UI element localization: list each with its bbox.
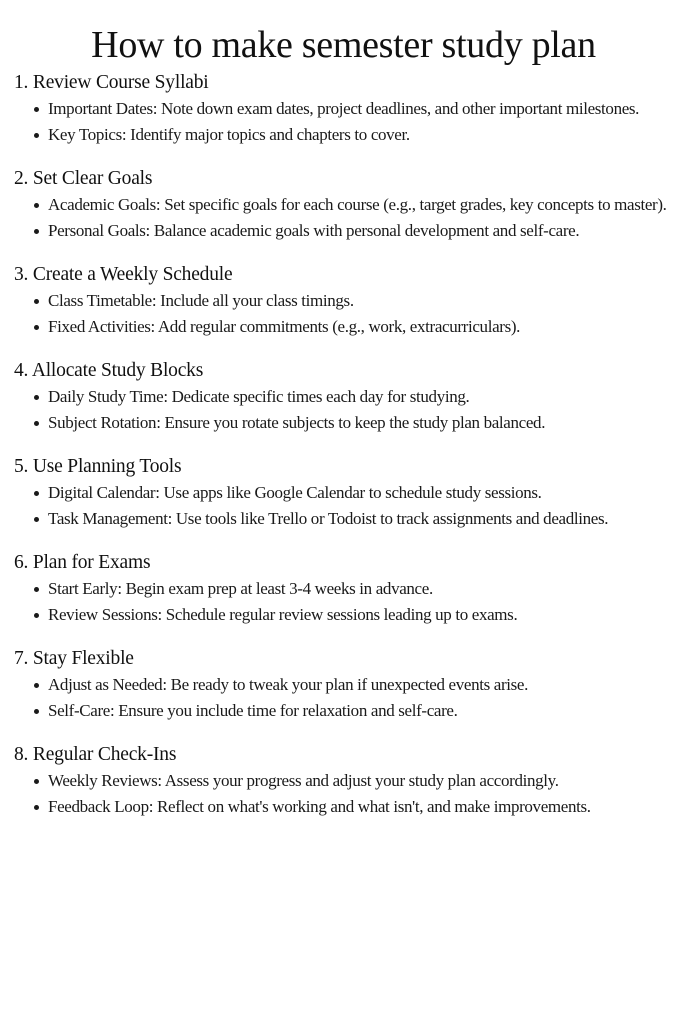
bullet-label: Academic Goals: xyxy=(48,195,161,214)
bullet-list xyxy=(14,288,673,340)
section-2 xyxy=(14,166,673,244)
bullet-dot-icon xyxy=(34,805,39,810)
bullet-dot-icon xyxy=(34,491,39,496)
bullet-list xyxy=(14,192,673,244)
bullet-text: Assess your progress and adjust your study plan accordingly. xyxy=(161,771,559,790)
bullet-list xyxy=(14,96,673,148)
bullet-dot-icon xyxy=(34,107,39,112)
bullet-text: Ensure you rotate subjects to keep the study plan balanced. xyxy=(160,413,546,432)
bullet-item xyxy=(34,314,673,340)
bullet-label: Fixed Activities: xyxy=(48,317,155,336)
bullet-label: Review Sessions: xyxy=(48,605,162,624)
section-heading: 4. Allocate Study Blocks xyxy=(14,360,204,381)
bullet-dot-icon xyxy=(34,683,39,688)
bullet-text: Dedicate specific times each day for studying. xyxy=(167,387,470,406)
bullet-item xyxy=(34,122,673,148)
bullet-label: Adjust as Needed: xyxy=(48,675,167,694)
bullet-item xyxy=(34,218,673,244)
section-heading: 6. Plan for Exams xyxy=(14,552,151,573)
bullet-list xyxy=(14,480,673,532)
section-8 xyxy=(14,742,673,820)
section-list xyxy=(14,70,673,820)
section-heading: 3. Create a Weekly Schedule xyxy=(14,264,233,285)
bullet-dot-icon xyxy=(34,395,39,400)
bullet-list xyxy=(14,672,673,724)
bullet-item xyxy=(34,672,673,698)
bullet-text: Identify major topics and chapters to cover. xyxy=(126,125,410,144)
bullet-label: Important Dates: xyxy=(48,99,158,118)
bullet-item xyxy=(34,698,673,724)
bullet-label: Task Management: xyxy=(48,509,172,528)
bullet-list xyxy=(14,768,673,820)
bullet-dot-icon xyxy=(34,613,39,618)
bullet-text: Balance academic goals with personal development and self-care. xyxy=(149,221,580,240)
bullet-label: Digital Calendar: xyxy=(48,483,160,502)
bullet-item xyxy=(34,96,673,122)
bullet-dot-icon xyxy=(34,299,39,304)
bullet-label: Feedback Loop: xyxy=(48,797,154,816)
bullet-dot-icon xyxy=(34,421,39,426)
bullet-text: Be ready to tweak your plan if unexpected events arise. xyxy=(166,675,529,694)
bullet-text: Set specific goals for each course (e.g., target grades, key concepts to master). xyxy=(160,195,667,214)
bullet-label: Self-Care: xyxy=(48,701,115,720)
bullet-item xyxy=(34,384,673,410)
bullet-dot-icon xyxy=(34,325,39,330)
section-heading: 1. Review Course Syllabi xyxy=(14,72,209,93)
bullet-text: Reflect on what's working and what isn't, and make improvements. xyxy=(153,797,591,816)
bullet-dot-icon xyxy=(34,587,39,592)
section-heading: 5. Use Planning Tools xyxy=(14,456,182,477)
bullet-label: Class Timetable: xyxy=(48,291,157,310)
bullet-list xyxy=(14,576,673,628)
bullet-text: Use tools like Trello or Todoist to track assignments and deadlines. xyxy=(171,509,609,528)
section-1 xyxy=(14,70,673,148)
section-heading: 7. Stay Flexible xyxy=(14,648,134,669)
section-7 xyxy=(14,646,673,724)
bullet-label: Weekly Reviews: xyxy=(48,771,162,790)
section-5 xyxy=(14,454,673,532)
bullet-label: Subject Rotation: xyxy=(48,413,161,432)
section-heading: 2. Set Clear Goals xyxy=(14,168,153,189)
bullet-label: Start Early: xyxy=(48,579,122,598)
bullet-text: Begin exam prep at least 3-4 weeks in advance. xyxy=(121,579,433,598)
bullet-text: Add regular commitments (e.g., work, extracurriculars). xyxy=(154,317,521,336)
bullet-label: Daily Study Time: xyxy=(48,387,168,406)
bullet-item xyxy=(34,288,673,314)
section-6 xyxy=(14,550,673,628)
bullet-item xyxy=(34,480,673,506)
bullet-dot-icon xyxy=(34,709,39,714)
bullet-item xyxy=(34,576,673,602)
page-title: How to make semester study plan xyxy=(91,24,596,66)
bullet-label: Personal Goals: xyxy=(48,221,150,240)
bullet-list xyxy=(14,384,673,436)
bullet-dot-icon xyxy=(34,517,39,522)
bullet-text: Ensure you include time for relaxation and self-care. xyxy=(114,701,458,720)
bullet-text: Schedule regular review sessions leading up to exams. xyxy=(161,605,518,624)
bullet-dot-icon xyxy=(34,133,39,138)
bullet-text: Note down exam dates, project deadlines, and other important milestones. xyxy=(157,99,640,118)
bullet-item xyxy=(34,192,673,218)
section-3 xyxy=(14,262,673,340)
bullet-dot-icon xyxy=(34,779,39,784)
bullet-item xyxy=(34,794,673,820)
bullet-item xyxy=(34,602,673,628)
bullet-item xyxy=(34,410,673,436)
section-4 xyxy=(14,358,673,436)
bullet-text: Include all your class timings. xyxy=(156,291,354,310)
bullet-item xyxy=(34,506,673,532)
bullet-dot-icon xyxy=(34,203,39,208)
bullet-item xyxy=(34,768,673,794)
bullet-text: Use apps like Google Calendar to schedule study sessions. xyxy=(159,483,542,502)
section-heading: 8. Regular Check-Ins xyxy=(14,744,177,765)
bullet-label: Key Topics: xyxy=(48,125,127,144)
bullet-dot-icon xyxy=(34,229,39,234)
